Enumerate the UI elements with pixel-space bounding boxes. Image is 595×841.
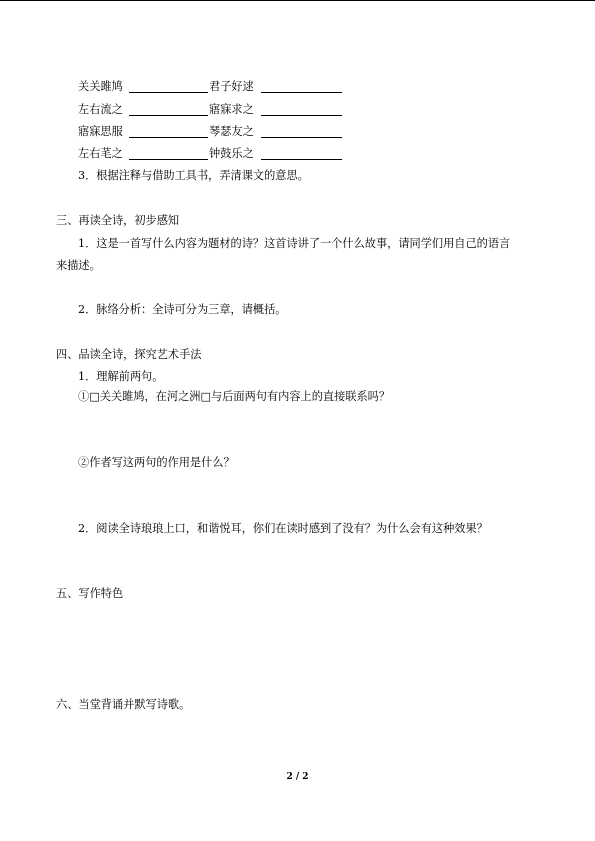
blank-row-3-left-line[interactable] [129, 137, 208, 138]
blank-row-3-left-text: 寤寐思服 [78, 125, 123, 138]
item-3-text: 3．根据注释与借助工具书，弄清课文的意思。 [78, 169, 309, 182]
section-4-question-2: 2．阅读全诗琅琅上口，和谐悦耳，你们在读时感到了没有？为什么会有这种效果？ [78, 522, 488, 535]
header-rule [0, 0, 595, 1]
page-number: 2 / 2 [286, 772, 309, 782]
blank-row-2-left-line[interactable] [129, 115, 208, 116]
section-6-heading: 六、当堂背诵并默写诗歌。 [56, 698, 191, 711]
section-3-question-2: 2．脉络分析：全诗可分为三章，请概括。 [78, 303, 287, 316]
blank-row-1-left-text: 关关雎鸠 [78, 80, 123, 93]
blank-row-2-left-text: 左右流之 [78, 103, 123, 116]
section-3-question-1-line-1: 1．这是一首写什么内容为题材的诗？这首诗讲了一个什么故事，请同学们用自己的语言 [78, 237, 511, 250]
blank-row-1-right-text: 君子好逑 [209, 80, 254, 93]
blank-row-4-right-line[interactable] [261, 159, 342, 160]
section-4-question-1-part-a: ①□关关雎鸠，在河之洲□与后面两句有内容上的直接联系吗？ [78, 390, 391, 403]
blank-row-1-left-line[interactable] [129, 92, 208, 93]
blank-row-2-right-text: 寤寐求之 [209, 103, 254, 116]
section-3-question-1-line-2: 来描述。 [56, 259, 101, 272]
blank-row-2-right-line[interactable] [261, 115, 342, 116]
blank-row-3-right-text: 琴瑟友之 [209, 125, 254, 138]
blank-row-4-right-text: 钟鼓乐之 [209, 147, 254, 160]
blank-row-4-left-line[interactable] [129, 159, 208, 160]
section-4-question-1: 1．理解前两句。 [78, 370, 164, 383]
blank-row-3-right-line[interactable] [261, 137, 342, 138]
section-4-heading: 四、品读全诗，探究艺术手法 [56, 348, 202, 361]
section-3-heading: 三、再读全诗，初步感知 [56, 214, 180, 227]
blank-row-1-right-line[interactable] [261, 92, 342, 93]
section-4-question-1-part-b: ②作者写这两句的作用是什么？ [78, 456, 235, 469]
blank-row-4-left-text: 左右芼之 [78, 147, 123, 160]
section-5-heading: 五、写作特色 [56, 587, 124, 600]
